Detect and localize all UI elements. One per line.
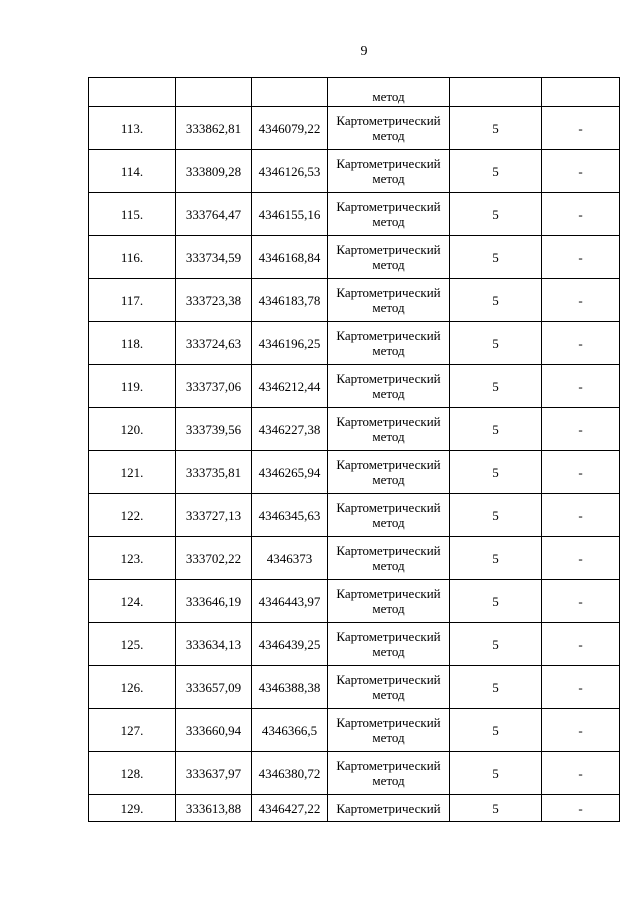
table-row	[89, 709, 620, 752]
cell-note: -	[542, 580, 620, 623]
cell-accuracy: 5	[450, 408, 542, 451]
table-row	[89, 279, 620, 322]
cell-method	[328, 623, 450, 666]
cell-note: -	[542, 365, 620, 408]
cell-accuracy	[450, 78, 542, 107]
cell-note: -	[542, 107, 620, 150]
cell-x: 333637,97	[176, 752, 252, 795]
cell-note: -	[542, 408, 620, 451]
cell-method	[328, 408, 450, 451]
table-row	[89, 623, 620, 666]
cell-y: 4346126,53	[252, 150, 328, 193]
table-row	[89, 537, 620, 580]
cell-y: 4346079,22	[252, 107, 328, 150]
table-row	[89, 666, 620, 709]
cell-x: 333702,22	[176, 537, 252, 580]
cell-num: 122.	[89, 494, 176, 537]
cell-num: 123.	[89, 537, 176, 580]
cell-num: 116.	[89, 236, 176, 279]
cell-accuracy: 5	[450, 107, 542, 150]
cell-y: 4346380,72	[252, 752, 328, 795]
cell-y	[252, 78, 328, 107]
method-line-1: Картометрический	[336, 285, 441, 300]
cell-accuracy: 5	[450, 537, 542, 580]
coordinates-table	[88, 77, 620, 822]
method-line-2: метод	[372, 171, 405, 186]
cell-y: 4346196,25	[252, 322, 328, 365]
cell-y: 4346227,38	[252, 408, 328, 451]
cell-num: 127.	[89, 709, 176, 752]
cell-method	[328, 365, 450, 408]
method-line-2: метод	[372, 386, 405, 401]
cell-x: 333660,94	[176, 709, 252, 752]
method-line-1: Картометрический	[336, 199, 441, 214]
cell-num	[89, 78, 176, 107]
cell-y: 4346265,94	[252, 451, 328, 494]
cell-x: 333634,13	[176, 623, 252, 666]
cell-method	[328, 795, 450, 822]
cell-x: 333646,19	[176, 580, 252, 623]
method-line-1: Картометрический	[336, 672, 441, 687]
method-line-1: Картометрический	[336, 113, 441, 128]
cell-num: 121.	[89, 451, 176, 494]
cell-num: 124.	[89, 580, 176, 623]
cell-y: 4346345,63	[252, 494, 328, 537]
table-row	[89, 322, 620, 365]
cell-note: -	[542, 795, 620, 822]
table-row	[89, 752, 620, 795]
cell-y: 4346373	[252, 537, 328, 580]
cell-x	[176, 78, 252, 107]
cell-y: 4346168,84	[252, 236, 328, 279]
method-line-2: метод	[372, 644, 405, 659]
method-line-1: Картометрический	[336, 156, 441, 171]
table-row	[89, 580, 620, 623]
method-line-1: Картометрический	[336, 500, 441, 515]
method-line-2: метод	[372, 730, 405, 745]
method-line-2: метод	[372, 257, 405, 272]
cell-num: 128.	[89, 752, 176, 795]
cell-accuracy: 5	[450, 365, 542, 408]
cell-note: -	[542, 709, 620, 752]
method-line-2: метод	[372, 558, 405, 573]
method-line-1: Картометрический	[336, 543, 441, 558]
table-row	[89, 795, 620, 822]
method-line-1: Картометрический	[336, 414, 441, 429]
coordinates-table-body	[89, 78, 620, 822]
cell-y: 4346427,22	[252, 795, 328, 822]
cell-method: метод	[328, 78, 450, 107]
cell-x: 333727,13	[176, 494, 252, 537]
method-line-2: метод	[372, 429, 405, 444]
cell-method	[328, 279, 450, 322]
method-line-2: метод	[372, 343, 405, 358]
method-line-2: метод	[372, 128, 405, 143]
cell-y: 4346443,97	[252, 580, 328, 623]
cell-method	[328, 236, 450, 279]
cell-method	[328, 322, 450, 365]
cell-x: 333657,09	[176, 666, 252, 709]
method-line-1: Картометрический	[336, 800, 441, 816]
cell-accuracy: 5	[450, 494, 542, 537]
cell-note: -	[542, 752, 620, 795]
cell-accuracy: 5	[450, 666, 542, 709]
table-row	[89, 193, 620, 236]
cell-method	[328, 193, 450, 236]
table-row	[89, 365, 620, 408]
method-line-2: метод	[372, 773, 405, 788]
cell-num: 120.	[89, 408, 176, 451]
cell-method	[328, 666, 450, 709]
method-line-2: метод	[372, 601, 405, 616]
cell-x: 333764,47	[176, 193, 252, 236]
cell-num: 114.	[89, 150, 176, 193]
cell-note: -	[542, 279, 620, 322]
table-row	[89, 494, 620, 537]
cell-y: 4346155,16	[252, 193, 328, 236]
cell-accuracy: 5	[450, 322, 542, 365]
cell-y: 4346439,25	[252, 623, 328, 666]
cell-x: 333862,81	[176, 107, 252, 150]
cell-accuracy: 5	[450, 580, 542, 623]
cell-y: 4346366,5	[252, 709, 328, 752]
cell-note: -	[542, 451, 620, 494]
cell-num: 126.	[89, 666, 176, 709]
cell-note: -	[542, 537, 620, 580]
cell-accuracy: 5	[450, 795, 542, 822]
table-row	[89, 107, 620, 150]
cell-accuracy: 5	[450, 279, 542, 322]
cell-note: -	[542, 623, 620, 666]
cell-accuracy: 5	[450, 752, 542, 795]
cell-x: 333809,28	[176, 150, 252, 193]
cell-x: 333737,06	[176, 365, 252, 408]
cell-y: 4346212,44	[252, 365, 328, 408]
cell-num: 129.	[89, 795, 176, 822]
cell-x: 333734,59	[176, 236, 252, 279]
cell-method	[328, 537, 450, 580]
method-line-2: метод	[372, 214, 405, 229]
cell-note: -	[542, 322, 620, 365]
method-line-1: Картометрический	[336, 715, 441, 730]
cell-num: 125.	[89, 623, 176, 666]
cell-method	[328, 580, 450, 623]
cell-note: -	[542, 666, 620, 709]
cell-method	[328, 752, 450, 795]
cell-note: -	[542, 150, 620, 193]
method-line-1: Картометрический	[336, 242, 441, 257]
cell-accuracy: 5	[450, 193, 542, 236]
cell-method	[328, 709, 450, 752]
cell-note: -	[542, 193, 620, 236]
cell-accuracy: 5	[450, 451, 542, 494]
cell-num: 115.	[89, 193, 176, 236]
method-line-1: Картометрический	[336, 371, 441, 386]
cell-note: -	[542, 236, 620, 279]
method-line-1: Картометрический	[336, 758, 441, 773]
method-line-1: Картометрический	[336, 629, 441, 644]
cell-method	[328, 451, 450, 494]
cell-method	[328, 107, 450, 150]
cell-y: 4346183,78	[252, 279, 328, 322]
method-line-2: метод	[372, 472, 405, 487]
cell-accuracy: 5	[450, 709, 542, 752]
method-line-1: Картометрический	[336, 586, 441, 601]
cell-num: 113.	[89, 107, 176, 150]
method-line-2: метод	[372, 687, 405, 702]
cell-x: 333613,88	[176, 795, 252, 822]
method-line-1: Картометрический	[336, 457, 441, 472]
cell-accuracy: 5	[450, 236, 542, 279]
cell-method	[328, 150, 450, 193]
cell-x: 333723,38	[176, 279, 252, 322]
table-row-continued	[89, 78, 620, 107]
cell-accuracy: 5	[450, 150, 542, 193]
table-row	[89, 236, 620, 279]
cell-method	[328, 494, 450, 537]
cell-y: 4346388,38	[252, 666, 328, 709]
cell-note	[542, 78, 620, 107]
page-number: 9	[360, 44, 368, 59]
cell-num: 118.	[89, 322, 176, 365]
table-row	[89, 451, 620, 494]
cell-x: 333739,56	[176, 408, 252, 451]
table-row	[89, 408, 620, 451]
cell-accuracy: 5	[450, 623, 542, 666]
cell-num: 119.	[89, 365, 176, 408]
table-row	[89, 150, 620, 193]
cell-x: 333735,81	[176, 451, 252, 494]
method-line-1: Картометрический	[336, 328, 441, 343]
cell-num: 117.	[89, 279, 176, 322]
cell-note: -	[542, 494, 620, 537]
method-line-2: метод	[372, 300, 405, 315]
method-line-2: метод	[372, 515, 405, 530]
cell-x: 333724,63	[176, 322, 252, 365]
